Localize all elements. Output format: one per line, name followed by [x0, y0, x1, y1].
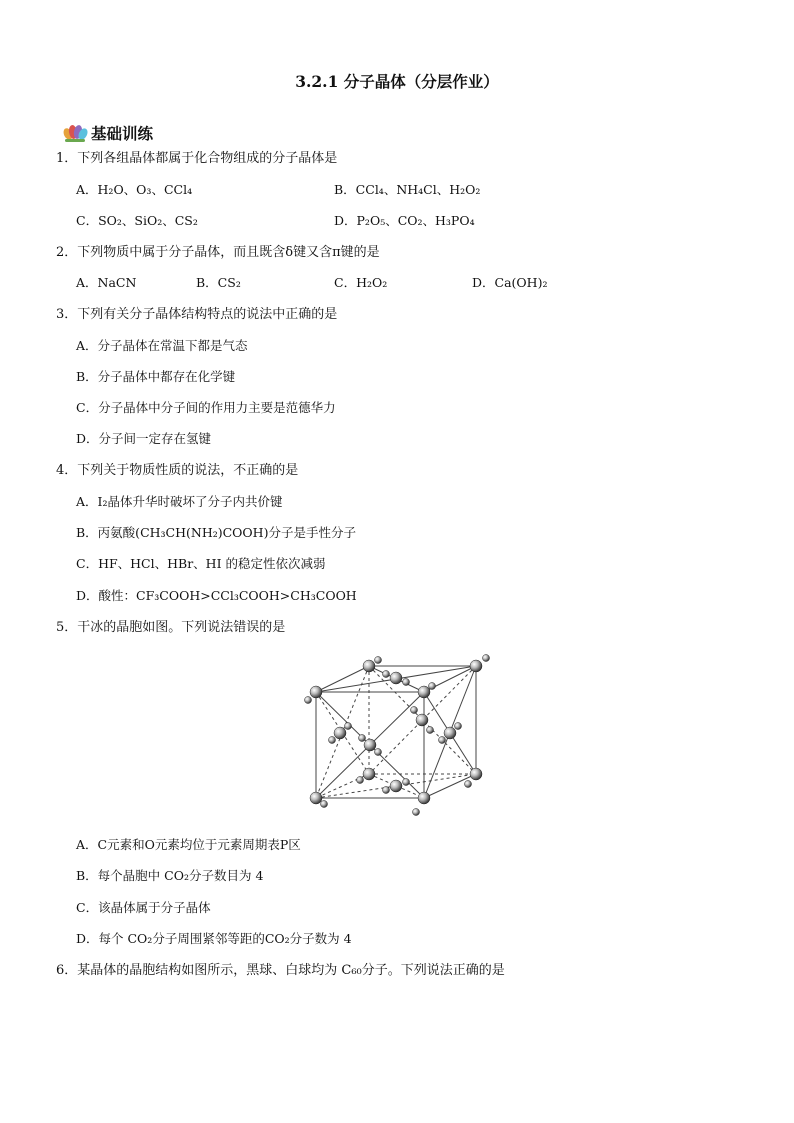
question-4-option-b[interactable]: B．丙氨酸(CH₃CH(NH₂)COOH)分子是手性分子 [76, 525, 356, 540]
question-2-option-b[interactable]: B．CS₂ [196, 275, 241, 290]
question-2-stem: 2．下列物质中属于分子晶体，而且既含δ键又含π键的是 [56, 245, 380, 260]
dry-ice-unit-cell-figure [296, 650, 500, 818]
question-6-stem: 6．某晶体的晶胞结构如图所示，黑球、白球均为 C₆₀分子。下列说法正确的是 [56, 963, 505, 978]
question-1-option-d[interactable]: D．P₂O₅、CO₂、H₃PO₄ [334, 213, 475, 228]
question-1-stem: 1．下列各组晶体都属于化合物组成的分子晶体是 [56, 151, 338, 166]
question-5-option-c[interactable]: C．该晶体属于分子晶体 [76, 900, 211, 915]
question-3-option-a[interactable]: A．分子晶体在常温下都是气态 [76, 338, 248, 353]
question-3-option-b[interactable]: B．分子晶体中都存在化学键 [76, 369, 236, 384]
question-4-option-d[interactable]: D．酸性：CF₃COOH>CCl₃COOH>CH₃COOH [76, 588, 357, 603]
question-3-stem: 3．下列有关分子晶体结构特点的说法中正确的是 [56, 307, 338, 322]
question-4-option-c[interactable]: C．HF、HCl、HBr、HI 的稳定性依次减弱 [76, 556, 326, 571]
section-heading [62, 123, 153, 143]
question-3-option-c[interactable]: C．分子晶体中分子间的作用力主要是范德华力 [76, 400, 336, 415]
question-3-option-d[interactable]: D．分子间一定存在氢键 [76, 431, 212, 446]
question-2-option-a[interactable]: A．NaCN [76, 275, 137, 290]
question-2-option-d[interactable]: D．Ca(OH)₂ [472, 275, 548, 290]
question-4-stem: 4．下列关于物质性质的说法，不正确的是 [56, 463, 299, 478]
page-title: 3.2.1 分子晶体（分层作业） [295, 72, 499, 91]
question-5-option-b[interactable]: B．每个晶胞中 CO₂分子数目为 4 [76, 868, 264, 883]
section-label: 基础训练 [91, 124, 154, 143]
flower-logo-icon [62, 123, 88, 143]
question-5-option-d[interactable]: D．每个 CO₂分子周围紧邻等距的CO₂分子数为 4 [76, 931, 352, 946]
question-1-option-b[interactable]: B．CCl₄、NH₄Cl、H₂O₂ [334, 182, 481, 197]
question-5-option-a[interactable]: A．C元素和O元素均位于元素周期表P区 [76, 837, 301, 852]
question-4-option-a[interactable]: A．I₂晶体升华时破坏了分子内共价键 [76, 494, 283, 509]
question-1-option-a[interactable]: A．H₂O、O₃、CCl₄ [76, 182, 193, 197]
question-2-option-c[interactable]: C．H₂O₂ [334, 275, 388, 290]
question-1-option-c[interactable]: C．SO₂、SiO₂、CS₂ [76, 213, 198, 228]
question-5-stem: 5．干冰的晶胞如图。下列说法错误的是 [56, 620, 286, 635]
